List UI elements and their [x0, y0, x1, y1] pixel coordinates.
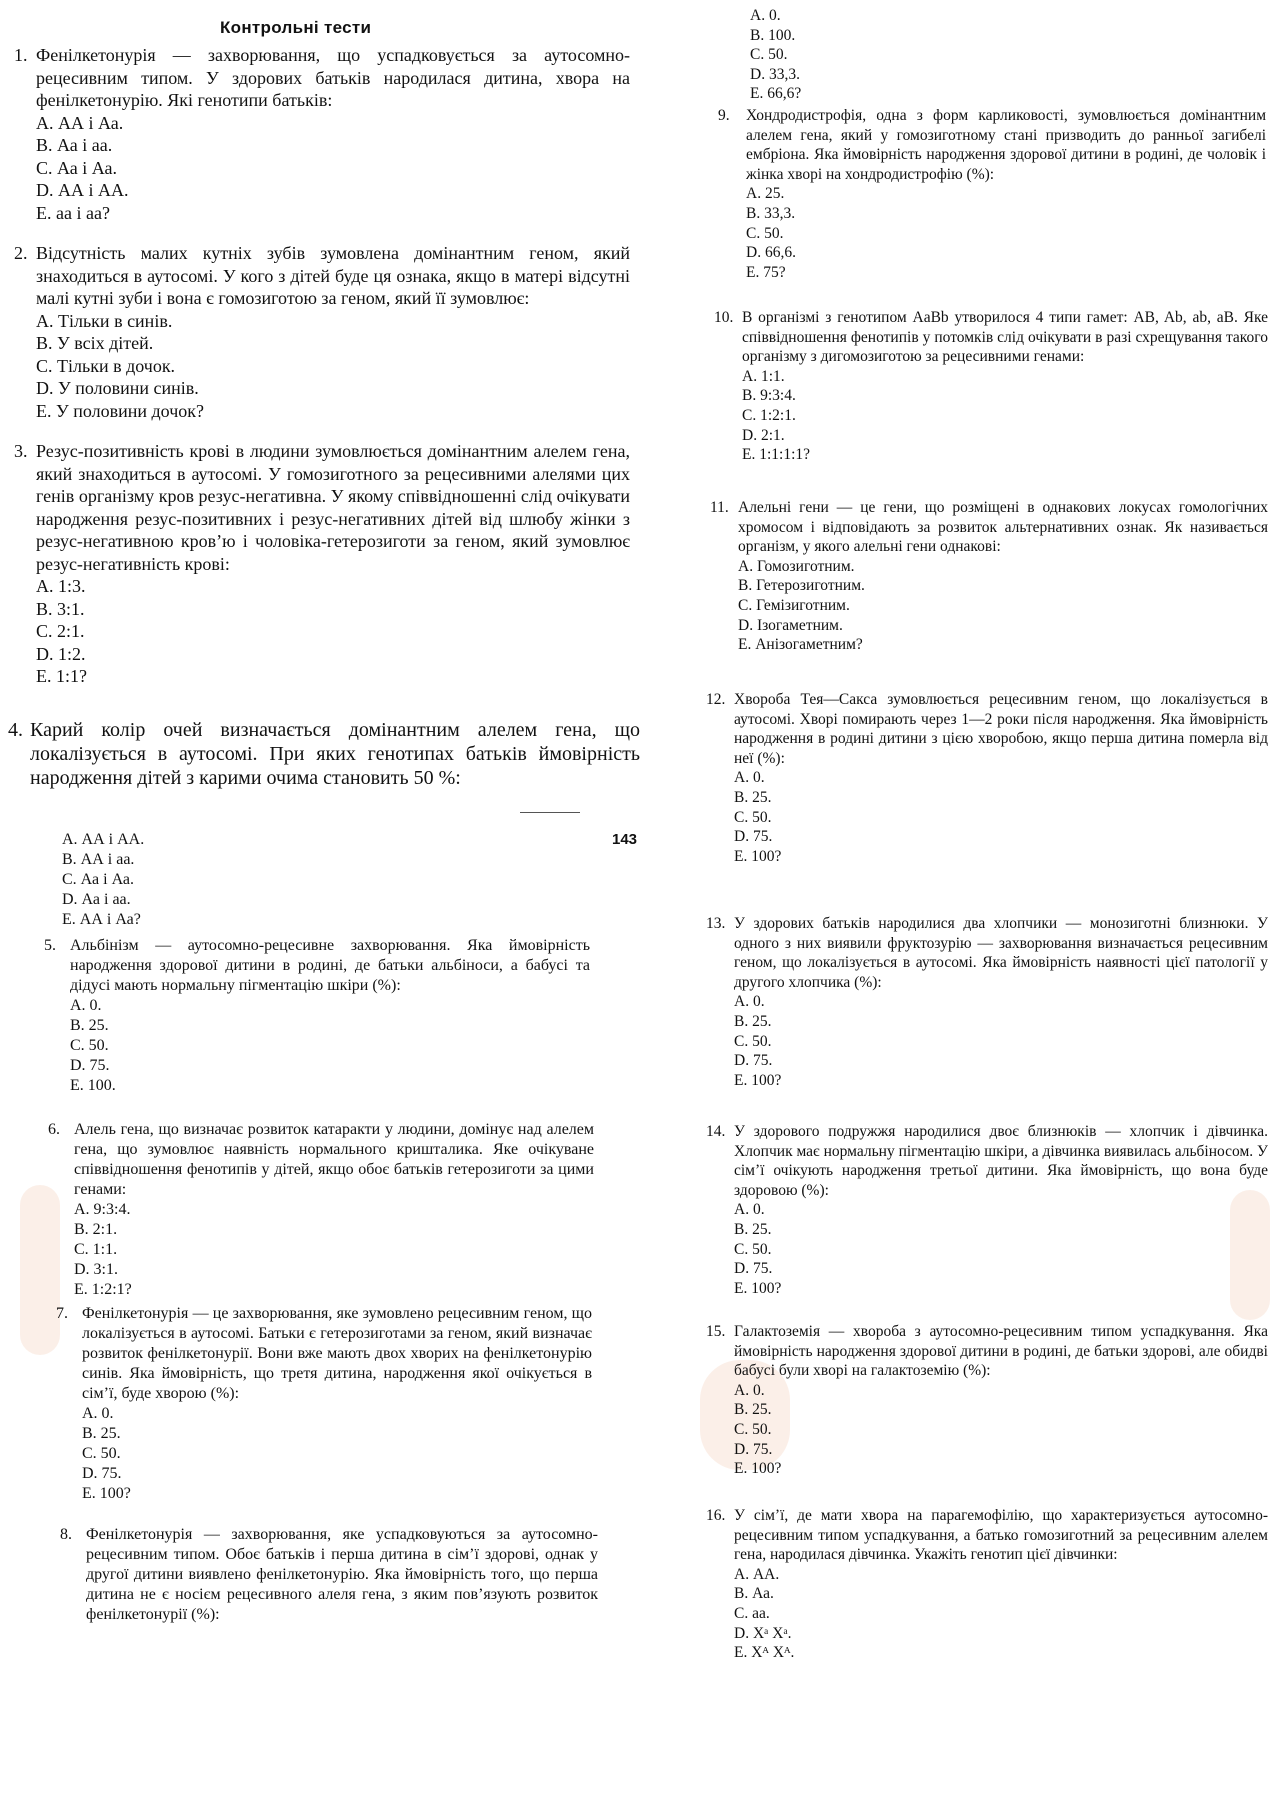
question-7: 7. Фенілкетонурія — це захворювання, яке зумовлено рецесивним геном, що локалізується в аутосомі. Батьки є гетерозиготами за геном, який визначає розвиток фенілкетонурії. Вони вже мають двох хворих на фенілкетонурію синів. Яка ймовірність, що третя дитина, народження якої очікується в сім’ї, буде хворою (%): A. 0. B. 25. C. 50. D. 75. E. 100?: [56, 1305, 592, 1502]
question-text: Алельні гени — це гени, що розміщені в однакових локусах гомологічних хромосом і відповідають за розвиток альтернативних ознак. Як називається організм, у якого алельні гени однакові:: [738, 499, 1268, 556]
option-a[interactable]: A. АА і АА.: [62, 831, 145, 848]
question-11: 11. Алельні гени — це гени, що розміщені в однакових локусах гомологічних хромосом і відповідають за розвиток альтернативних ознак. Як називається організм, у якого алельні гени однакові: A. Гомозиготним. B. Гетерозиготним. C. Гемізиготним. D. Ізогаметним. E. Анізогаметним?: [710, 499, 1268, 654]
option-a[interactable]: A. 0.: [82, 1405, 114, 1422]
question-8: 8. Фенілкетонурія — захворювання, яке успадковуються за аутосомно-рецесивним типом. Обоє батьків і перша дитина в сім’ї здорові, однак у другої дитини виявлено фенілкетонурію. Яка ймовірність того, що перша дитина не є носієм рецесивного алеля гена, з яким пов’язують розвиток фенілкетонурії (%):: [60, 1526, 598, 1623]
question-text: Відсутність малих кутніх зубів зумовлена домінантним геном, який знаходиться в аутосомі. У кого з дітей буде ця ознака, якщо в матері відсутні малі кутні зуби і вона є гомозиготою за геном, який її зумовлює:: [36, 243, 630, 308]
option-e[interactable]: E. АА і Аа?: [62, 911, 141, 928]
option-e[interactable]: E. 100?: [734, 1071, 782, 1089]
option-b[interactable]: B. У всіх дітей.: [36, 333, 154, 353]
option-e[interactable]: E. аа і аа?: [36, 202, 110, 223]
option-b[interactable]: B. АА і аа.: [62, 851, 135, 868]
option-d[interactable]: D. 75.: [734, 1440, 773, 1458]
question-text: У здорових батьків народилися два хлопчики — монозиготні близнюки. У одного з них виявили фруктозурію — захворювання визначається рецесивним геном, що локалізується в аутосомі. Яка ймовірність наявності цієї патології у другого хлопчика (%):: [734, 915, 1268, 991]
option-b[interactable]: B. 33,3.: [746, 204, 796, 222]
question-15: 15. Галактоземія — хвороба з аутосомно-рецесивним типом успадкування. Яка ймовірність народження здорової дитини в родині, де батьки здорові, але обидві бабусі були хворі на галактоземію (%): A. 0. B. 25. C. 50. D. 75. E. 100?: [706, 1323, 1268, 1478]
option-a[interactable]: A. 0.: [750, 7, 781, 24]
answer-options: [36, 310, 630, 423]
option-d[interactable]: D. 33,3.: [750, 65, 800, 83]
question-text: У здорового подружжя народилися двоє близнюків — хлопчик і дівчинка. Хлопчик має нормальну пігментацію шкіри, а дівчинка виявилась альбіносом. У сім’ї очікують народження третьої дитини. Яка ймовірність, що вона буде здоровою (%):: [734, 1123, 1269, 1199]
option-b[interactable]: B. 25.: [734, 788, 772, 806]
answer-options: [734, 768, 1268, 866]
option-d[interactable]: D. Аа і аа.: [62, 891, 131, 908]
answer-options: [70, 996, 590, 1096]
option-d[interactable]: D. 75.: [734, 1260, 773, 1278]
question-9: 9. Хондродистрофія, одна з форм карликовості, зумовлюється домінантним алелем гена, який у гомозиготному стані призводить до ранньої загибелі ембріона. Яка ймовірність народження здорової дитини в родині, де чоловік і жінка хворі на хондродистрофію (%): A. 25. B. 33,3. C. 50. D. 66,6. E. 75?: [718, 107, 1266, 281]
question-text: Хондродистрофія, одна з форм карликовості, зумовлюється домінантним алелем гена, який у гомозиготному стані призводить до ранньої загибелі ембріона. Яка ймовірність народження здорової дитини в родині, де чоловік і жінка хворі на хондродистрофію (%):: [746, 107, 1266, 183]
answer-options: [742, 367, 1268, 465]
option-e[interactable]: E. Xᴬ Xᴬ.: [734, 1644, 795, 1662]
question-14: 14. У здорового подружжя народилися двоє близнюків — хлопчик і дівчинка. Хлопчик має нормальну пігментацію шкіри, а дівчинка виявилась альбіносом. У сім’ї очікують народження третьої дитини. Яка ймовірність, що вона буде здоровою (%): A. 0. B. 25. C. 50. D. 75. E. 100?: [706, 1123, 1269, 1297]
answer-options: [62, 830, 262, 930]
option-c[interactable]: C. 50.: [82, 1445, 121, 1462]
option-d[interactable]: D. АА і АА.: [36, 180, 129, 200]
option-c[interactable]: C. 2:1.: [36, 621, 85, 641]
question-1: 1. Фенілкетонурія — захворювання, що успадковується за аутосомно-рецесивним типом. У здорових батьків народилася дитина, хвора на фенілкетонурію. Які генотипи батьків: A. АА і Аа. B. Аа і аа. C. Аа і Аа. D. АА і АА. E. аа і аа?: [14, 45, 630, 223]
question-6: 6. Алель гена, що визначає розвиток катаракти у людини, домінує над алелем гена, що зумовлює наявність нормального кришталика. Яке очікуване співвідношення фенотипів у дітей, якщо обоє батьків гетерозиготи за цими генами: A. 9:3:4. B. 2:1. C. 1:1. D. 3:1. E. 1:2:1?: [48, 1121, 594, 1298]
option-c[interactable]: C. аа.: [734, 1604, 770, 1622]
option-e[interactable]: E. 100?: [734, 1460, 782, 1478]
option-e[interactable]: E. 75?: [746, 263, 786, 281]
question-text: Галактоземія — хвороба з аутосомно-рецесивним типом успадкування. Яка ймовірність народження здорової дитини в родині, де батьки здорові, але обидві бабусі були хворі на галактоземію (%):: [734, 1323, 1268, 1380]
option-c[interactable]: C. 1:2:1.: [742, 406, 796, 424]
option-e[interactable]: E. У половини дочок?: [36, 400, 204, 421]
option-e[interactable]: E. 100?: [734, 847, 782, 865]
option-b[interactable]: B. 25.: [734, 1012, 772, 1030]
option-e[interactable]: E. 66,6?: [750, 85, 802, 103]
question-4-options: [62, 830, 262, 930]
option-e[interactable]: E. 1:1?: [36, 666, 87, 686]
option-a[interactable]: A. 0.: [734, 1381, 765, 1399]
option-a[interactable]: A. Гомозиготним.: [738, 557, 855, 575]
question-2: 2. Відсутність малих кутніх зубів зумовлена домінантним геном, який знаходиться в аутосомі. У кого з дітей буде ця ознака, якщо в матері відсутні малі кутні зуби і вона є гомозиготою за геном, який її зумовлює: A. Тільки в синів. B. У всіх дітей. C. Тільки в дочок. D. У половини синів. E. У половини дочок?: [14, 243, 630, 421]
option-b[interactable]: B. Аа.: [734, 1585, 774, 1603]
option-d[interactable]: D. 75.: [734, 1052, 773, 1070]
option-d[interactable]: D. 3:1.: [74, 1261, 118, 1278]
option-a[interactable]: A. АА.: [734, 1565, 780, 1583]
answer-options: [750, 6, 900, 104]
question-text: Хвороба Тея—Сакса зумовлюється рецесивним геном, що локалізується в аутосомі. Хворі помирають через 1—2 роки після народження. Яка ймовірність народження в родині дитини з цією хворобою, якщо перша дитина померла від неї (%):: [734, 691, 1268, 767]
question-16: 16. У сім’ї, де мати хвора на парагемофілію, що характеризується аутосомно-рецесивним типом успадкування, а батько гомозиготний за рецесивним алелем гена, народилася дівчинка. Укажіть генотип цієї дівчинки: A. АА. B. Аа. C. аа. D. Xᵃ Xᵃ. E. Xᴬ Xᴬ.: [706, 1507, 1268, 1662]
option-c[interactable]: C. 50.: [734, 1420, 772, 1438]
option-c[interactable]: C. Тільки в дочок.: [36, 355, 176, 376]
option-c[interactable]: C. 50.: [734, 1240, 772, 1258]
option-b[interactable]: B. 3:1.: [36, 598, 85, 619]
option-c[interactable]: C. 50.: [750, 46, 788, 64]
answer-options: [746, 184, 1266, 282]
answer-options: [738, 557, 1268, 655]
option-a[interactable]: A. 1:1.: [742, 367, 785, 385]
question-3: 3. Резус-позитивність крові в людини зумовлюється домінантним алелем гена, який знаходиться в аутосомі. У гомозиготного за рецесивними алелями цих генів організму кров резус-негативна. У якому співвідношенні слід очікувати народження резус-позитивних і резус-негативних дітей від шлюбу жінки з резус-негативною кров’ю і чоловіка-гетерозиготи за геном, який зумовлює резус-негативність крові: A. 1:3. B. 3:1. C. 2:1. D. 1:2. E. 1:1?: [14, 441, 630, 686]
option-c[interactable]: C. 50.: [734, 1032, 772, 1050]
option-b[interactable]: B. Гетерозиготним.: [738, 577, 865, 595]
question-text: Фенілкетонурія — захворювання, яке успадковуються за аутосомно-рецесивним типом. Обоє батьків і перша дитина в сім’ї здорові, однак у другої дитини виявлено фенілкетонурію. Яка ймовірність того, що перша дитина не є носієм рецесивного алеля гена, з яким пов’язують розвиток фенілкетонурії (%):: [86, 1526, 598, 1623]
option-c[interactable]: C. 50.: [746, 224, 784, 242]
option-a[interactable]: A. 0.: [734, 769, 765, 787]
option-e[interactable]: E. 1:1:1:1?: [742, 446, 811, 464]
question-13: 13. У здорових батьків народилися два хлопчики — монозиготні близнюки. У одного з них виявили фруктозурію — захворювання визначається рецесивним геном, що локалізується в аутосомі. Яка ймовірність наявності цієї патології у другого хлопчика (%): A. 0. B. 25. C. 50. D. 75. E. 100?: [706, 915, 1268, 1089]
answer-options: [74, 1200, 594, 1300]
option-a[interactable]: A. 0.: [70, 997, 102, 1014]
answer-options: [734, 1565, 1268, 1663]
option-b[interactable]: B. 9:3:4.: [742, 387, 796, 405]
option-b[interactable]: B. Аа і аа.: [36, 135, 113, 155]
option-e[interactable]: E. Анізогаметним?: [738, 636, 863, 654]
option-d[interactable]: D. У половини синів.: [36, 378, 199, 398]
answer-options: [36, 112, 630, 225]
option-c[interactable]: C. Аа і Аа.: [36, 157, 118, 178]
option-c[interactable]: C. Гемізиготним.: [738, 596, 850, 614]
option-e[interactable]: E. 1:2:1?: [74, 1281, 132, 1298]
option-a[interactable]: A. 9:3:4.: [74, 1201, 131, 1218]
option-c[interactable]: C. Аа і Аа.: [62, 871, 135, 888]
question-text: В організмі з генотипом AaBb утворилося 4 типи гамет: AB, Ab, ab, aB. Яке співвідношення фенотипів у потомків слід очікувати в разі схрещування такого організму з дигомозиготою за рецесивними генами:: [742, 309, 1268, 366]
question-text: Фенілкетонурія — це захворювання, яке зумовлено рецесивним геном, що локалізується в аутосомі. Батьки є гетерозиготами за геном, який визначає розвиток фенілкетонурії. Вони вже мають двох хворих на фенілкетонурію синів. Яка ймовірність, що третя дитина, народження якої очікується в сім’ї, буде хворою (%):: [82, 1305, 592, 1402]
question-text: У сім’ї, де мати хвора на парагемофілію, що характеризується аутосомно-рецесивним типом успадкування, а батько гомозиготний за рецесивним алелем гена, народилася дівчинка. Укажіть генотип цієї дівчинки:: [734, 1507, 1268, 1564]
option-d[interactable]: D. 75.: [82, 1465, 122, 1482]
option-e[interactable]: E. 100.: [70, 1077, 116, 1094]
option-a[interactable]: A. АА і Аа.: [36, 112, 124, 133]
option-b[interactable]: B. 25.: [734, 1401, 772, 1419]
option-d[interactable]: D. Ізогаметним.: [738, 616, 843, 634]
question-4: 4. Карий колір очей визначається домінантним алелем гена, що локалізується в аутосомі. При яких генотипах батьків ймовірність народження дітей з карими очима становить 50 %:: [8, 719, 640, 789]
answer-options: [734, 992, 1268, 1090]
option-a[interactable]: A. Тільки в синів.: [36, 310, 173, 331]
option-a[interactable]: A. 0.: [734, 1201, 765, 1219]
option-c[interactable]: C. 50.: [70, 1037, 109, 1054]
option-d[interactable]: D. 75.: [734, 828, 773, 846]
page-rule: [520, 812, 580, 813]
option-b[interactable]: B. 25.: [734, 1220, 772, 1238]
question-10: 10. В організмі з генотипом AaBb утворилося 4 типи гамет: AB, Ab, ab, aB. Яке співвідношення фенотипів у потомків слід очікувати в разі схрещування такого організму з дигомозиготою за рецесивними генами: A. 1:1. B. 9:3:4. C. 1:2:1. D. 2:1. E. 1:1:1:1?: [714, 309, 1268, 464]
option-e[interactable]: E. 100?: [82, 1485, 131, 1502]
option-d[interactable]: D. 66,6.: [746, 244, 796, 262]
option-d[interactable]: D. 1:2.: [36, 643, 86, 664]
question-text: Альбінізм — аутосомно-рецесивне захворювання. Яка ймовірність народження здорової дитини в родині, де батьки альбіноси, а бабусі та дідусі мають нормальну пігментацію шкіри (%):: [70, 937, 590, 994]
option-b[interactable]: B. 25.: [70, 1017, 109, 1034]
option-d[interactable]: D. 75.: [70, 1057, 110, 1074]
question-12: 12. Хвороба Тея—Сакса зумовлюється рецесивним геном, що локалізується в аутосомі. Хворі помирають через 1—2 роки після народження. Яка ймовірність народження в родині дитини з цією хворобою, якщо перша дитина померла від неї (%): A. 0. B. 25. C. 50. D. 75. E. 100?: [706, 691, 1268, 865]
option-d[interactable]: D. 2:1.: [742, 426, 785, 444]
answer-options: [734, 1381, 1268, 1479]
option-b[interactable]: B. 2:1.: [74, 1221, 118, 1238]
option-d[interactable]: D. Xᵃ Xᵃ.: [734, 1624, 792, 1642]
question-8-options: [750, 6, 900, 104]
page-heading: Контрольні тести: [220, 18, 372, 37]
question-text: Резус-позитивність крові в людини зумовлюється домінантним алелем гена, який знаходиться в аутосомі. У гомозиготного за рецесивними алелями цих генів організму кров резус-негативна. У якому співвідношенні слід очікувати народження резус-позитивних і резус-негативних дітей від шлюбу жінки з резус-негативною кров’ю і чоловіка-гетерозиготи за геном, який зумовлює резус-негативність крові:: [36, 441, 630, 574]
question-text: Фенілкетонурія — захворювання, що успадковується за аутосомно-рецесивним типом. У здорових батьків народилася дитина, хвора на фенілкетонурію. Які генотипи батьків:: [36, 45, 630, 110]
question-text: Алель гена, що визначає розвиток катаракти у людини, домінує над алелем гена, що зумовлює наявність нормального кришталика. Яке очікуване співвідношення фенотипів у дітей, якщо обоє батьків гетерозиготи за цими генами:: [74, 1121, 594, 1198]
option-b[interactable]: B. 25.: [82, 1425, 121, 1442]
option-a[interactable]: A. 25.: [746, 185, 785, 203]
option-c[interactable]: C. 1:1.: [74, 1241, 118, 1258]
page-number: 143: [612, 831, 638, 848]
option-a[interactable]: A. 1:3.: [36, 576, 86, 596]
option-a[interactable]: A. 0.: [734, 993, 765, 1011]
option-b[interactable]: B. 100.: [750, 26, 796, 44]
answer-options: [36, 575, 630, 688]
question-text: Карий колір очей визначається домінантним алелем гена, що локалізується в аутосомі. При яких генотипах батьків ймовірність народження дітей з карими очима становить 50 %:: [30, 719, 640, 789]
answer-options: [82, 1404, 592, 1504]
option-c[interactable]: C. 50.: [734, 808, 772, 826]
question-5: 5. Альбінізм — аутосомно-рецесивне захворювання. Яка ймовірність народження здорової дитини в родині, де батьки альбіноси, а бабусі та дідусі мають нормальну пігментацію шкіри (%): A. 0. B. 25. C. 50. D. 75. E. 100.: [44, 937, 590, 1094]
option-e[interactable]: E. 100?: [734, 1279, 782, 1297]
answer-options: [734, 1200, 1268, 1298]
